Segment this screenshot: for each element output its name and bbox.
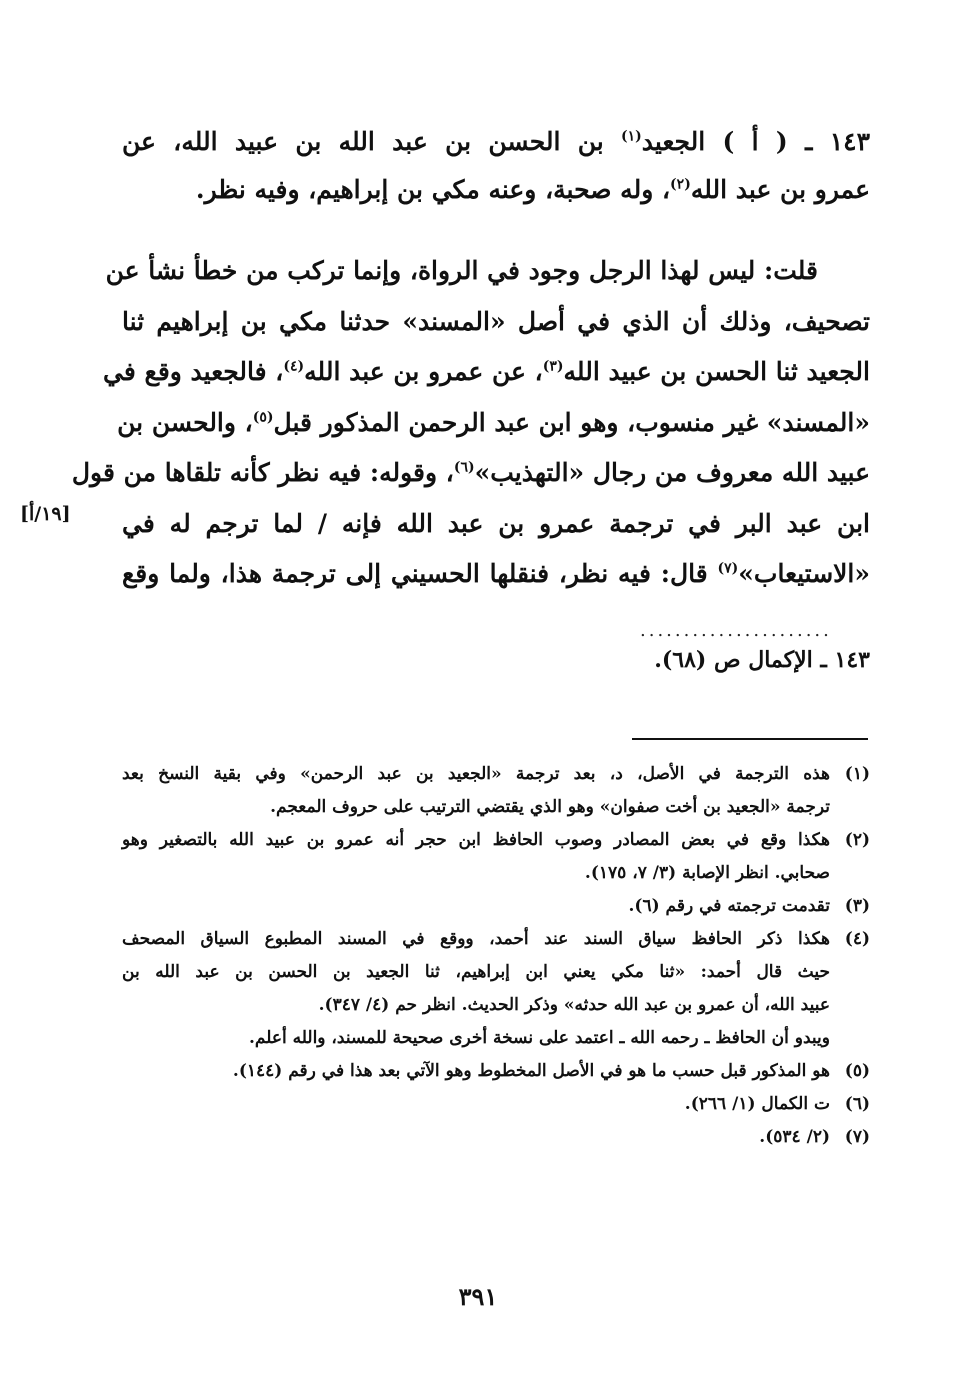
page-number: ٣٩١: [458, 1282, 498, 1311]
footnote-3: [122, 890, 870, 923]
footnote-ref[interactable]: (٣): [542, 358, 564, 375]
footnote-number: (٦): [844, 1094, 870, 1114]
footnotes: [122, 758, 870, 1154]
paragraph-text: ، والحسن بن: [117, 407, 253, 437]
footnote-6: [122, 1088, 870, 1121]
footnote-line: صحابي. انظر الإصابة (٣/ ٧، ١٧٥).: [584, 863, 830, 883]
entry-heading-text: ١٤٣ ـ ( أ ) الجعيد: [641, 127, 871, 156]
entry-line-2: [122, 166, 870, 214]
commentary-paragraph: [71, 246, 870, 600]
entry-line-1: [122, 118, 870, 166]
paragraph-text: الجعيد ثنا الحسن بن عبيد الله: [563, 357, 870, 386]
footnote-number: (٣): [844, 896, 870, 916]
paragraph-line: [103, 347, 870, 398]
footnote-number: (٤): [844, 929, 870, 949]
paragraph-text: عبيد الله معروف من رجال «التهذيب»: [474, 458, 870, 487]
footnote-text: [122, 824, 830, 890]
footnote-line: هكذا وقع في بعض المصادر وصوب الحافظ ابن حجر أنه عمرو بن عبيد الله بالتصغير وهو: [122, 830, 830, 850]
footnote-1: [122, 758, 870, 824]
paragraph-line: تصحيف، وذلك أن الذي في أصل «المسند» حدثنا مكي بن إبراهيم ثنا: [122, 306, 870, 336]
paragraph-line: [71, 448, 870, 499]
footnote-4: [122, 923, 870, 1055]
footnote-ref[interactable]: (٥): [252, 409, 274, 426]
footnote-number: (٧): [844, 1127, 870, 1147]
footnote-text: [122, 890, 830, 923]
paragraph-line: ابن عبد البر في ترجمة عمرو بن عبد الله فإنه / لما ترجم له في: [122, 508, 870, 538]
entry-143: [122, 118, 870, 214]
footnote-line: حيث قال أحمد: «ثنا مكي يعني ابن إبراهيم، ثنا الجعيد بن الحسن بن عبد الله بن: [122, 962, 830, 982]
footnote-ref[interactable]: (٦): [453, 459, 475, 476]
paragraph-line: [122, 549, 870, 600]
source-reference: ١٤٣ ـ الإكمال ص (٦٨).: [654, 647, 870, 673]
paragraph-line: [117, 398, 870, 449]
dotted-separator: ......................: [640, 620, 832, 641]
footnote-divider: [632, 738, 868, 740]
footnote-ref[interactable]: (١): [621, 128, 642, 145]
footnote-line: ترجمة «الجعيد بن أخت صفوان» وهو الذي يقتضي الترتيب على حروف المعجم.: [270, 797, 830, 817]
manuscript-folio-marker: [١٩/أ]: [20, 503, 71, 525]
footnote-ref[interactable]: (٧): [717, 560, 739, 577]
paragraph-text: ، عن عمرو بن عبد الله: [304, 357, 543, 386]
footnote-text: [122, 923, 830, 1055]
footnote-number: (١): [844, 764, 870, 784]
footnote-number: (٥): [844, 1061, 870, 1081]
footnote-text: [122, 758, 830, 824]
footnote-text: [122, 1055, 830, 1088]
paragraph-line: قلت: ليس لهذا الرجل وجود في الرواة، وإنما تركب من خطأ نشأ عن: [105, 256, 818, 285]
paragraph-text: ، وقوله: فيه نظر كأنه تلقاها من قول: [71, 458, 454, 487]
footnote-number: (٢): [844, 830, 870, 850]
footnote-ref[interactable]: (٢): [670, 176, 691, 193]
footnote-line: هذه الترجمة في الأصل، د، بعد ترجمة «الجعيد بن عبد الرحمن» وفي بقية النسخ بعد: [122, 764, 830, 784]
footnote-line: ويبدو أن الحافظ ـ رحمه الله ـ اعتمد على نسخة أخرى صحيحة للمسند، والله أعلم.: [249, 1028, 830, 1048]
footnote-line: ت الكمال (١/ ٢٦٦).: [684, 1094, 830, 1114]
footnote-line: تقدمت ترجمته في رقم (٦).: [628, 896, 830, 916]
paragraph-text: قال: فيه نظر، فنقلها الحسيني إلى ترجمة هذا، ولما وقع: [122, 559, 718, 588]
paragraph-text: «الاستيعاب»: [738, 559, 870, 588]
footnote-7: [122, 1121, 870, 1154]
footnote-5: [122, 1055, 870, 1088]
paragraph-text: ، فالجعيد وقع في: [103, 357, 284, 386]
footnote-ref[interactable]: (٤): [283, 358, 305, 375]
entry-text: ، وله صحبة، وعنه مكي بن إبراهيم، وفيه نظر.: [195, 175, 671, 204]
footnote-line: (٢/ ٥٣٤).: [759, 1127, 830, 1147]
entry-text: عمرو بن عبد الله: [690, 175, 870, 204]
footnote-line: عبيد الله، أن عمرو بن عبد الله حدثه» وذكر الحديث. انظر حم (٤/ ٣٤٧).: [318, 995, 830, 1015]
paragraph-text: «المسند» غير منسوب، وهو ابن عبد الرحمن المذكور قبل: [273, 407, 870, 437]
footnote-2: [122, 824, 870, 890]
footnote-text: [122, 1088, 830, 1121]
footnote-line: هو المذكور قبل حسب ما هو في الأصل المخطوط وهو الآتي بعد هذا في رقم (١٤٤).: [232, 1061, 830, 1081]
footnote-line: هكذا ذكر الحافظ سياق السند عند أحمد، ووقع في المسند المطبوع السياق المصحف: [122, 929, 830, 949]
footnote-text: [122, 1121, 830, 1154]
entry-text: بن الحسن بن عبد الله بن عبيد الله، عن: [122, 127, 622, 156]
